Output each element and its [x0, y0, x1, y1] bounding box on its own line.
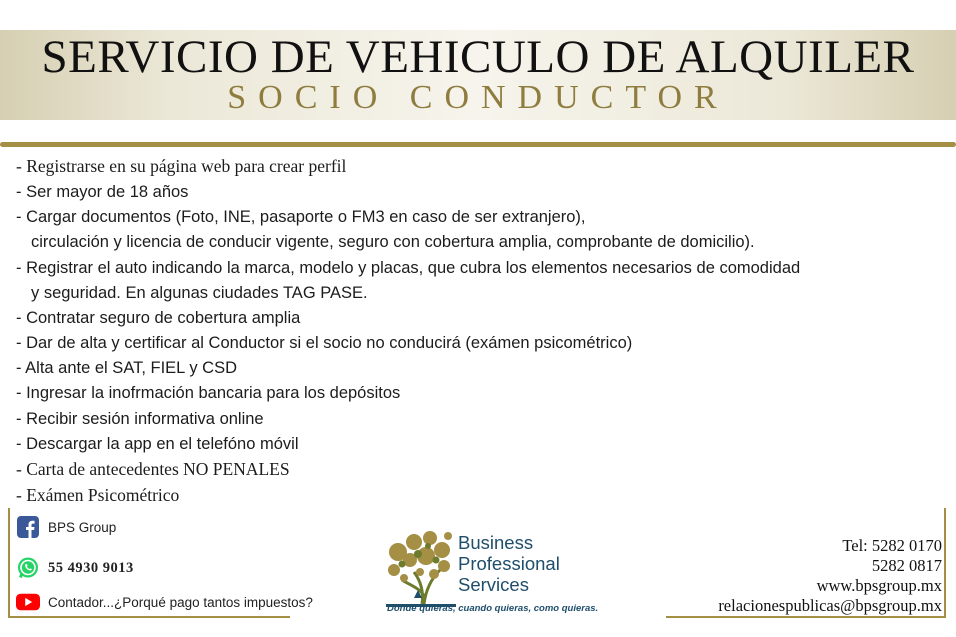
requirement-item: - Recibir sesión informativa online — [16, 410, 264, 428]
email-link[interactable]: relacionespublicas@bpsgroup.mx — [718, 596, 942, 615]
page-title: SERVICIO DE VEHICULO DE ALQUILER — [41, 31, 915, 83]
requirement-item: - Descargar la app en el telefóno móvil — [16, 435, 299, 453]
whatsapp-number: 55 4930 9013 — [48, 559, 134, 576]
brand-tagline: Donde quieras, cuando quieras, como quieras. — [387, 603, 599, 614]
contact-block — [718, 536, 942, 616]
youtube-label: Contador...¿Porqué pago tantos impuestos? — [48, 594, 313, 610]
whatsapp-link[interactable] — [16, 556, 134, 580]
page-subtitle: SOCIO CONDUCTOR — [227, 79, 729, 116]
brand-line-services: Services — [458, 574, 529, 595]
requirement-item-continued: y seguridad. En algunas ciudades TAG PASE. — [31, 284, 368, 302]
facebook-icon — [16, 515, 40, 539]
requirement-item: - Exámen Psicométrico — [16, 485, 180, 505]
whatsapp-icon — [16, 556, 40, 580]
requirement-item: - Dar de alta y certificar al Conductor si el socio no conducirá (exámen psicométrico) — [16, 334, 633, 352]
requirement-item: - Registrar el auto indicando la marca, modelo y placas, que cubra los elementos necesarios de comodidad — [16, 259, 801, 277]
brand-line-business: Business — [458, 532, 534, 553]
phone-2: 5282 0817 — [871, 556, 942, 575]
requirement-item: - Registrarse en su página web para crear perfil — [16, 156, 347, 176]
phone-1: Tel: 5282 0170 — [842, 536, 942, 555]
facebook-label: BPS Group — [48, 519, 117, 535]
youtube-icon — [16, 590, 40, 614]
requirement-item: - Ingresar la inofrmación bancaria para los depósitos — [16, 384, 401, 402]
requirement-item: - Ser mayor de 18 años — [16, 183, 189, 201]
brand-line-professional: Professional — [458, 553, 560, 574]
requirement-item: - Alta ante el SAT, FIEL y CSD — [16, 359, 238, 377]
youtube-link[interactable] — [16, 590, 313, 614]
requirement-item: - Cargar documentos (Foto, INE, pasaporte o FM3 en caso de ser extranjero), — [16, 208, 586, 226]
requirement-item: - Contratar seguro de cobertura amplia — [16, 309, 301, 327]
facebook-link[interactable] — [16, 515, 116, 539]
gold-divider — [0, 142, 956, 147]
requirement-item-continued: circulación y licencia de conducir vigente, seguro con cobertura amplia, comprobante de domicilio). — [31, 233, 755, 251]
requirement-item: - Carta de antecedentes NO PENALES — [16, 459, 290, 479]
website-link[interactable]: www.bpsgroup.mx — [816, 576, 942, 595]
brand-name — [458, 532, 560, 595]
